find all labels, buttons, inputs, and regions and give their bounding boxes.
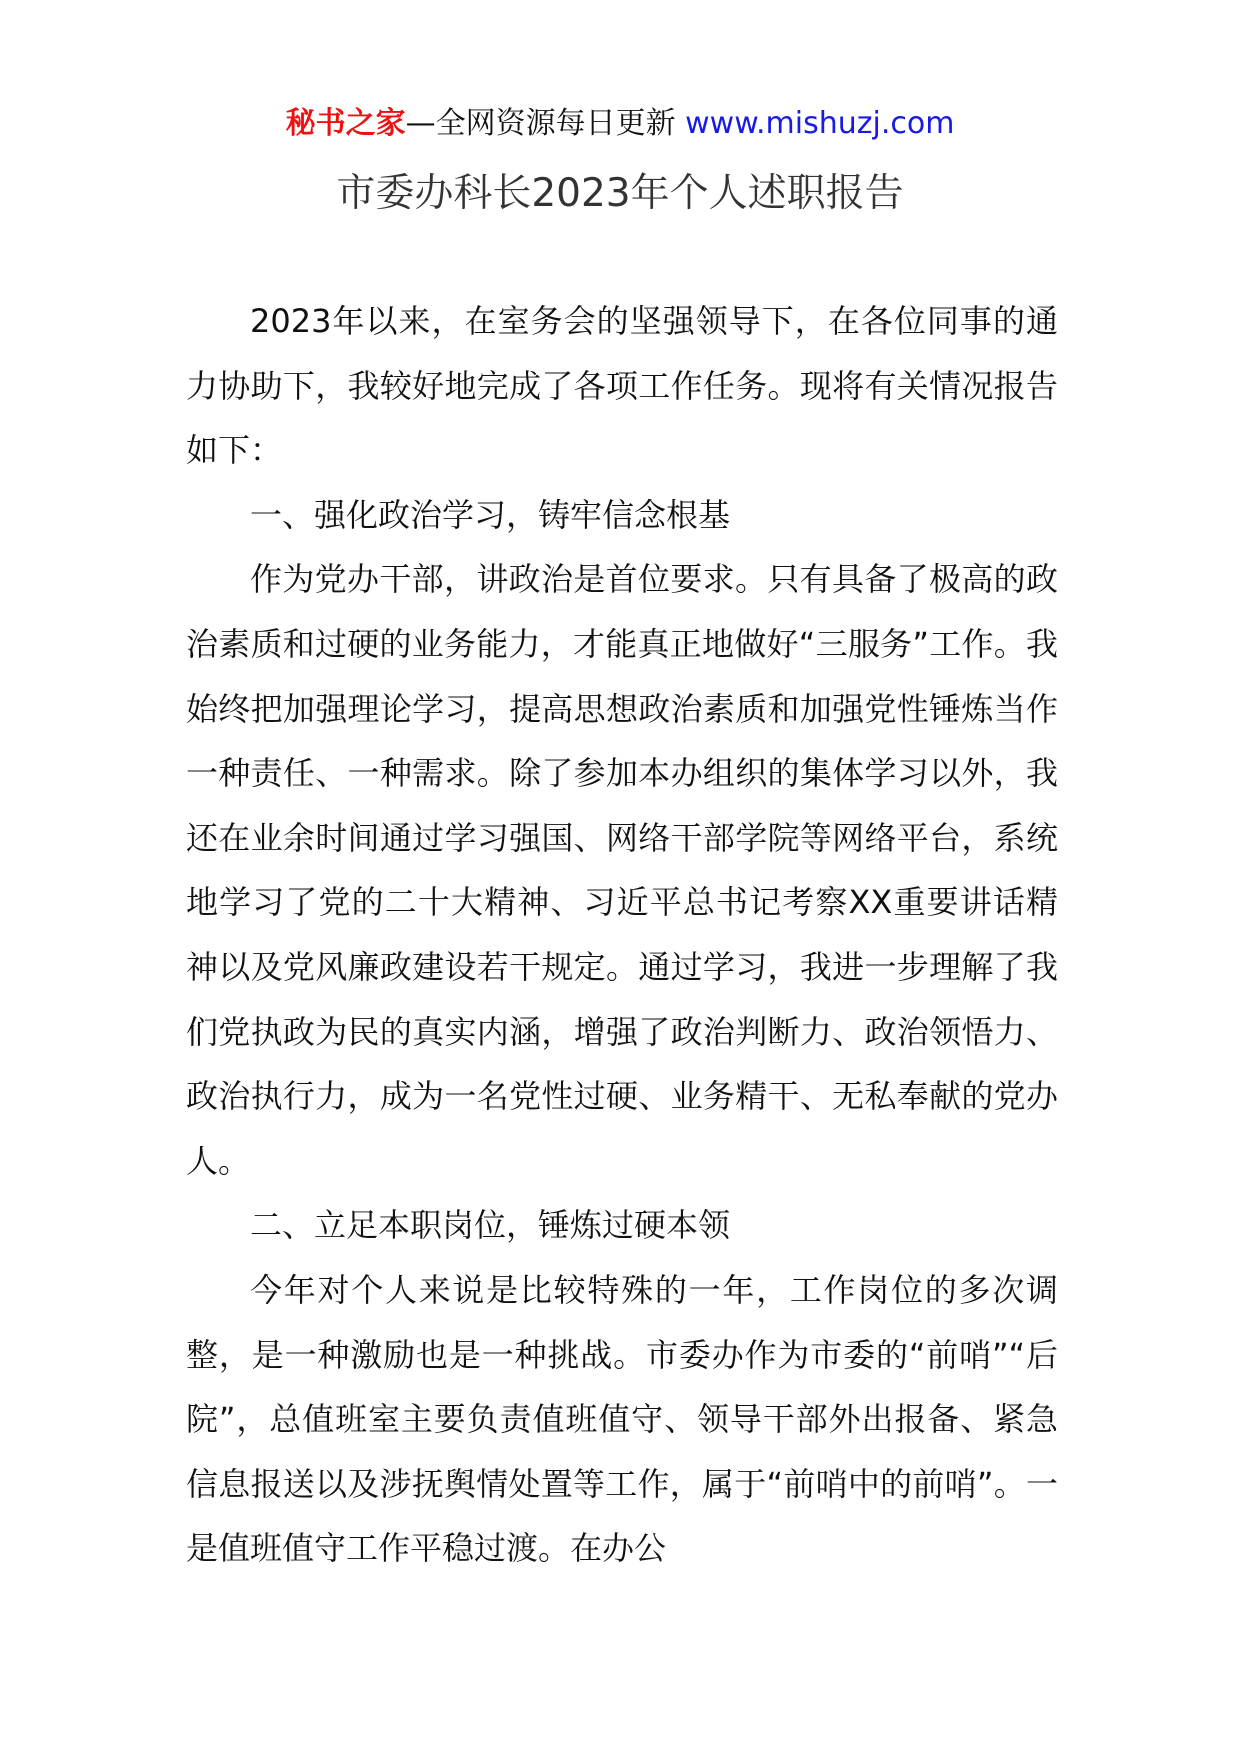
section-heading-2: 二、立足本职岗位，锤炼过硬本领 (250, 1206, 731, 1245)
section-paragraph-2: 今年对个人来说是比较特殊的一年，工作岗位的多次调整，是一种激励也是一种挑战。市委办作为市委的“前哨”“后院”，总值班室主要负责值班值守、领导干部外出报备、紧急信息报送以及涉抚舆情处置等工作，属于“前哨中的前哨”。一是值班值守工作平稳过渡。在办公 (186, 1270, 1058, 1568)
document-title: 市委办科长2023年个人述职报告 (336, 171, 904, 216)
site-url-link[interactable]: www.mishuzj.com (685, 106, 955, 141)
intro-paragraph: 2023年以来，在室务会的坚强领导下，在各位同事的通力协助下，我较好地完成了各项工作任务。现将有关情况报告如下： (186, 302, 1058, 470)
site-brand: 秘书之家 (285, 106, 406, 141)
section-heading-1: 一、强化政治学习，铸牢信念根基 (250, 495, 731, 534)
site-tagline: —全网资源每日更新 (405, 106, 676, 141)
site-header (0, 100, 1240, 148)
document-body (186, 289, 1058, 1581)
section-paragraph-1: 作为党办干部，讲政治是首位要求。只有具备了极高的政治素质和过硬的业务能力，才能真正地做好“三服务”工作。我始终把加强理论学习，提高思想政治素质和加强党性锤炼当作一种责任、一种需求。除了参加本办组织的集体学习以外，我还在业余时间通过学习强国、网络干部学院等网络平台，系统地学习了党的二十大精神、习近平总书记考察XX重要讲话精神以及党风廉政建设若干规定。通过学习，我进一步理解了我们党执政为民的真实内涵，增强了政治判断力、政治领悟力、政治执行力，成为一名党性过硬、业务精干、无私奉献的党办人。 (186, 560, 1058, 1180)
